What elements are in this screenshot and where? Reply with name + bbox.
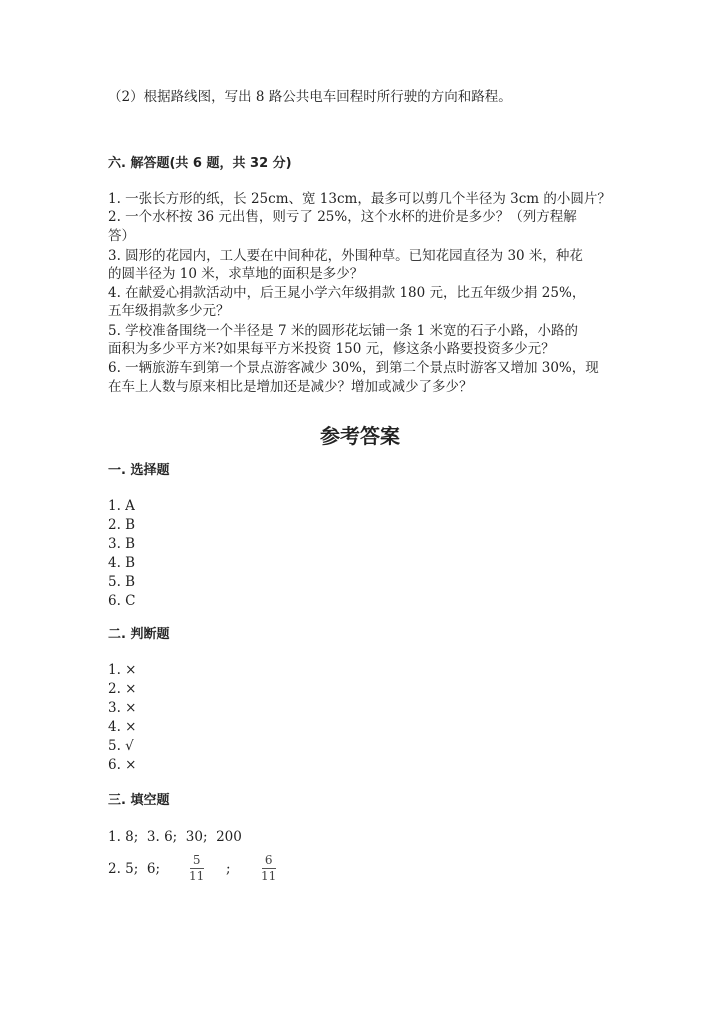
answer-item: 6. C xyxy=(108,593,136,609)
answer-item: 4. × xyxy=(108,719,137,735)
question-line: 面积为多少平方米?如果每平方米投资 150 元，修这条小路要投资多少元？ xyxy=(108,341,555,357)
section-heading: 六. 解答题(共 6 题，共 32 分) xyxy=(108,156,292,171)
answer-item: 1. × xyxy=(108,662,137,678)
denominator: 11 xyxy=(261,869,277,883)
answer-item: 3. B xyxy=(108,536,136,552)
answers-title: 参考答案 xyxy=(320,424,400,448)
question-line: 2. 一个水杯按 36 元出售，则亏了 25%，这个水杯的进价是多少？（列方程解 xyxy=(108,209,577,225)
section-heading: 二. 判断题 xyxy=(108,627,170,642)
question-line: 在车上人数与原来相比是增加还是减少？增加或减少了多少？ xyxy=(108,379,473,395)
answer-item: 1. A xyxy=(108,498,135,514)
question-line: 1. 一张长方形的纸，长 25cm、宽 13cm，最多可以剪几个半径为 3cm 的小圆片？ xyxy=(108,191,611,207)
answer-item: 2. × xyxy=(108,681,137,697)
question-text: （2）根据路线图，写出 8 路公共电车回程时所行驶的方向和路程。 xyxy=(108,89,512,105)
answer-item: 4. B xyxy=(108,555,136,571)
answer-item: 2. B xyxy=(108,517,136,533)
section-heading: 一. 选择题 xyxy=(108,463,170,478)
question-line: 的圆半径为 10 米，求草地的面积是多少？ xyxy=(108,266,364,282)
answer-item: 3. × xyxy=(108,700,137,716)
denominator: 11 xyxy=(189,869,205,883)
section-heading: 三. 填空题 xyxy=(108,793,170,808)
answer-item: 2. 5; 6; xyxy=(108,861,161,877)
numerator: 5 xyxy=(192,853,201,867)
question-line: 五年级捐款多少元？ xyxy=(108,303,230,319)
answer-item: 6. × xyxy=(108,757,137,773)
separator: ; xyxy=(226,861,231,877)
answer-item: 5. B xyxy=(108,574,136,590)
fraction xyxy=(261,854,276,883)
fraction xyxy=(189,854,204,883)
question-line: 答） xyxy=(108,228,135,244)
question-line: 4. 在献爱心捐款活动中，后王晁小学六年级捐款 180 元，比五年级少捐 25%， xyxy=(108,285,586,301)
question-line: 6. 一辆旅游车到第一个景点游客减少 30%，到第二个景点时游客又增加 30%，现 xyxy=(108,360,599,376)
numerator: 6 xyxy=(264,853,273,867)
question-line: 5. 学校准备围绕一个半径是 7 米的圆形花坛铺一条 1 米宽的石子小路，小路的 xyxy=(108,323,579,339)
answer-item: 1. 8; 3. 6; 30; 200 xyxy=(108,829,242,845)
question-line: 3. 圆形的花园内，工人要在中间种花，外围种草。已知花园直径为 30 米，种花 xyxy=(108,248,583,264)
answer-item: 5. √ xyxy=(108,738,134,754)
